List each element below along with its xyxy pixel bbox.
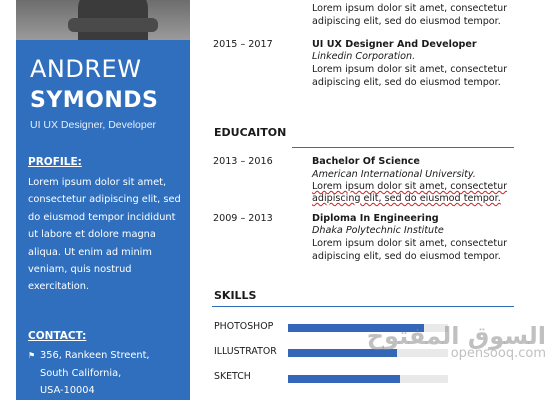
contact-address-line: [28, 350, 150, 361]
skill-label: PHOTOSHOP: [214, 321, 274, 332]
section-divider: [292, 147, 514, 148]
skill-label: ILLUSTRATOR: [214, 346, 277, 357]
education-org: Dhaka Polytechnic Institute: [312, 225, 444, 236]
education-desc-line: adipiscing elit, sed do eiusmod tempor.: [312, 251, 501, 262]
profile-text: [28, 174, 190, 296]
skill-label: SKETCH: [214, 371, 251, 382]
education-desc-line: adipiscing elit, sed do eiusmod tempor.: [312, 193, 501, 204]
experience-desc-line: Lorem ipsum dolor sit amet, consectetur: [312, 3, 508, 14]
profile-line: do eiusmod tempor incididunt: [28, 211, 176, 223]
profile-line: Lorem ipsum dolor sit amet,: [28, 177, 167, 188]
opensooq-watermark: [367, 322, 546, 361]
contact-line-text: South California,: [40, 368, 122, 379]
profile-line: veniam, quis nostrud: [28, 264, 132, 276]
education-desc-line: Lorem ipsum dolor sit amet, consectetur: [312, 181, 508, 192]
job-subtitle: UI UX Designer, Developer: [30, 119, 157, 131]
name-first: ANDREW: [30, 55, 142, 83]
contact-line-text: 356, Rankeen Streent,: [40, 350, 150, 361]
education-title: Diploma In Engineering: [312, 213, 439, 224]
skills-heading: SKILLS: [214, 289, 257, 302]
experience-desc-line: adipiscing elit, sed do eiusmod tempor.: [312, 16, 501, 27]
education-org: American International University.: [312, 169, 476, 180]
profile-photo: [16, 0, 190, 40]
location-pin-icon: ⚑: [28, 351, 36, 360]
section-divider: [212, 306, 514, 307]
experience-dates: 2015 – 2017: [213, 39, 273, 50]
profile-line: exercitation.: [28, 281, 90, 293]
profile-line: aliqua. Ut enim ad minim: [28, 246, 152, 258]
experience-desc-line: Lorem ipsum dolor sit amet, consectetur: [312, 64, 508, 75]
experience-desc-line: adipiscing elit, sed do eiusmod tempor.: [312, 77, 501, 88]
contact-heading: CONTACT:: [28, 330, 87, 342]
education-title: Bachelor Of Science: [312, 156, 420, 167]
name-last: SYMONDS: [30, 88, 159, 113]
profile-line: ut labore et dolore magna: [28, 229, 156, 241]
sidebar: [16, 0, 190, 400]
education-dates: 2013 – 2016: [213, 156, 273, 167]
skill-bar-track: [288, 375, 448, 383]
watermark-arabic: السوق المفتوح: [366, 322, 546, 350]
education-dates: 2009 – 2013: [213, 213, 273, 224]
contact-line-text: USA-10004: [40, 385, 95, 396]
profile-heading: PROFILE:: [28, 156, 82, 168]
education-heading: EDUCAITON: [214, 126, 287, 139]
experience-org: Linkedin Corporation.: [312, 51, 416, 62]
skill-bar-fill: [288, 375, 400, 383]
watermark-latin: opensooq.com: [450, 346, 546, 361]
profile-line: consectetur adipiscing elit, sed: [28, 194, 181, 206]
person-arms: [68, 18, 158, 32]
education-desc-line: Lorem ipsum dolor sit amet, consectetur: [312, 238, 508, 249]
experience-title: UI UX Designer And Developer: [312, 39, 477, 50]
